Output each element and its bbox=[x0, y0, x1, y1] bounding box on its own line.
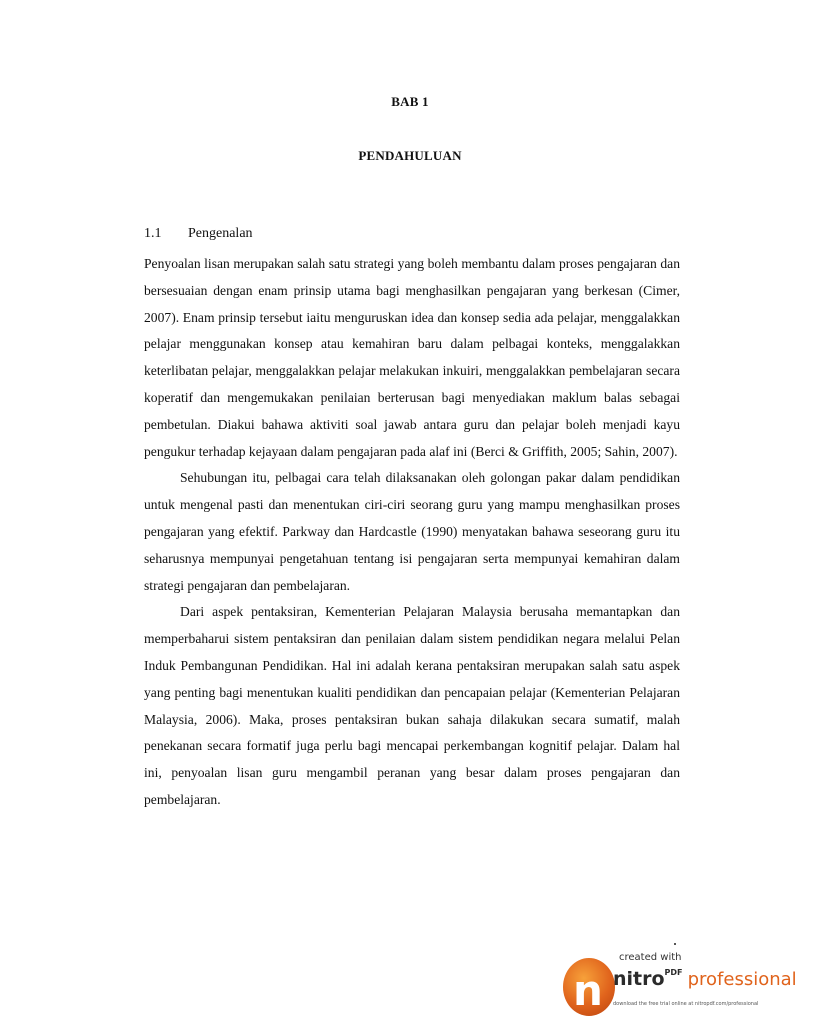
nitro-logo-letter: n bbox=[573, 966, 603, 1015]
stray-mark bbox=[674, 943, 676, 945]
download-note: download the free trial online at nitropdf.com/professional bbox=[613, 1001, 759, 1007]
section-title: Pengenalan bbox=[188, 226, 253, 241]
nitro-pdf-watermark bbox=[563, 950, 797, 1022]
created-with-label: created with bbox=[619, 952, 682, 963]
paragraph-1: Penyoalan lisan merupakan salah satu strategi yang boleh membantu dalam proses pengajaran dan bersesuaian dengan enam prinsip utama bagi menghasilkan pengajaran yang berkesan (Cimer, 2007). Enam prinsip tersebut iaitu menguruskan idea dan konsep sedia ada pelajar, menggalakkan pelajar menggunakan konsep atau kemahiran baru dalam pelbagai konteks, menggalakkan keterlibatan pelajar, menggalakkan pelajar melakukan inkuiri, menggalakkan pembelajaran secara koperatif dan mengemukakan penilaian berterusan bagi menyediakan maklum balas sebagai pembetulan. Diakui bahawa aktiviti soal jawab antara guru dan pelajar boleh menjadi kayu pengukur terhadap kejayaan dalam pengajaran pada alaf ini (Berci & Griffith, 2005; Sahin, 2007). bbox=[144, 256, 680, 459]
paragraph-2: Sehubungan itu, pelbagai cara telah dilaksanakan oleh golongan pakar dalam pendidikan untuk mengenal pasti dan menentukan ciri-ciri seorang guru yang mampu menghasilkan proses pengajaran yang efektif. Parkway dan Hardcastle (1990) menyatakan bahawa seseorang guru itu seharusnya mempunyai pengetahuan tentang isi pengajaran serta mempunyai kemahiran dalam strategi pengajaran dan pembelajaran. bbox=[144, 470, 680, 593]
pdf-word: PDF bbox=[664, 968, 683, 977]
nitro-logo-icon bbox=[563, 958, 615, 1016]
nitro-word: nitro bbox=[613, 968, 665, 990]
section-heading bbox=[144, 226, 253, 242]
section-number: 1.1 bbox=[144, 226, 162, 241]
chapter-title: PENDAHULUAN bbox=[358, 148, 462, 163]
brand-line bbox=[613, 968, 797, 990]
chapter-number: BAB 1 bbox=[391, 94, 429, 109]
paragraph-3: Dari aspek pentaksiran, Kementerian Pelajaran Malaysia berusaha memantapkan dan memperbaharui sistem pentaksiran dan penilaian dalam sistem pendidikan negara melalui Pelan Induk Pembangunan Pendidikan. Hal ini adalah kerana pentaksiran merupakan salah satu aspek yang penting bagi menentukan kualiti pendidikan dan pencapaian pelajar (Kementerian Pelajaran Malaysia, 2006). Maka, proses pentaksiran bukan sahaja dilakukan secara sumatif, malah penekanan secara formatif juga perlu bagi mencapai perkembangan kognitif pelajar. Dalam hal ini, penyoalan lisan guru mengambil peranan yang besar dalam proses pengajaran dan pembelajaran. bbox=[144, 604, 680, 807]
body-text bbox=[144, 251, 680, 814]
professional-word: professional bbox=[687, 969, 797, 990]
